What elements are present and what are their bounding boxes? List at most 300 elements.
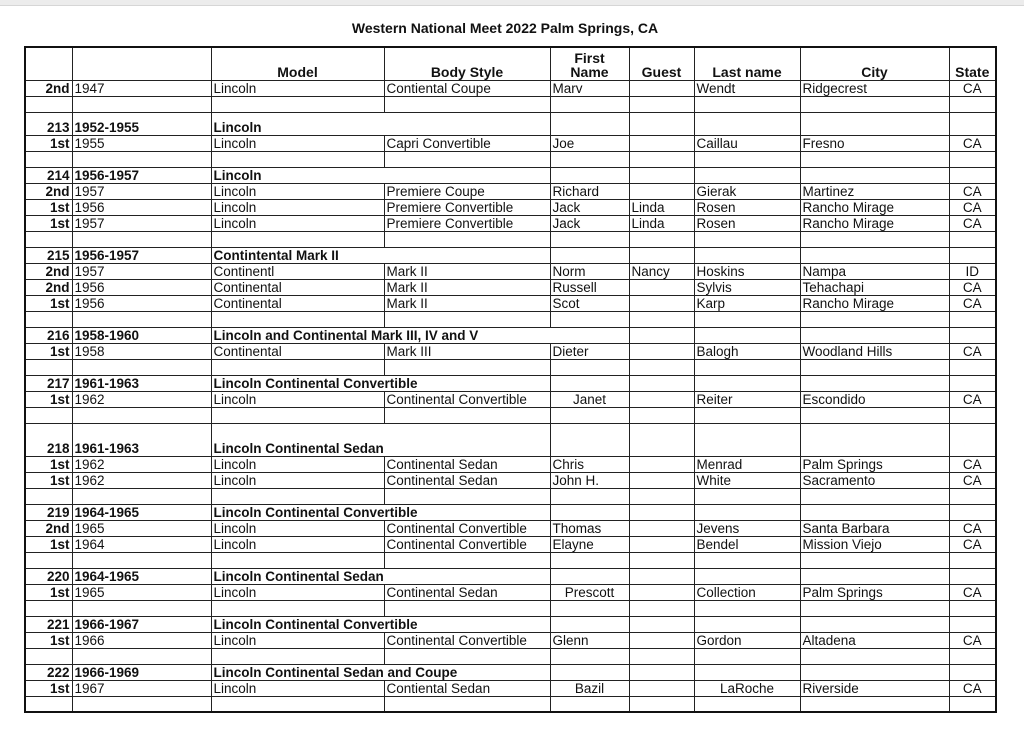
header-row bbox=[25, 47, 996, 80]
entry-row bbox=[25, 279, 996, 295]
header-first-name-line2: Name bbox=[570, 63, 609, 80]
first-name: Norm bbox=[550, 263, 629, 279]
blank-row bbox=[25, 151, 996, 167]
last-name: Gordon bbox=[694, 632, 800, 648]
empty-cell bbox=[550, 311, 629, 327]
state: CA bbox=[949, 343, 996, 359]
body-style: Continental Convertible bbox=[384, 520, 550, 536]
guest-name: Nancy bbox=[629, 263, 694, 279]
state: CA bbox=[949, 215, 996, 231]
entry-row bbox=[25, 295, 996, 311]
blank-row bbox=[25, 552, 996, 568]
empty-cell bbox=[211, 96, 384, 112]
empty-cell bbox=[629, 552, 694, 568]
entry-row bbox=[25, 183, 996, 199]
state: CA bbox=[949, 199, 996, 215]
class-number: 214 bbox=[25, 167, 72, 183]
empty-cell bbox=[694, 311, 800, 327]
blank-row bbox=[25, 96, 996, 112]
empty-cell bbox=[949, 359, 996, 375]
car-model: Lincoln bbox=[211, 391, 384, 407]
empty-cell bbox=[550, 648, 629, 664]
state: CA bbox=[949, 584, 996, 600]
empty-cell bbox=[694, 423, 800, 456]
empty-cell bbox=[384, 407, 550, 423]
award-place: 1st bbox=[25, 199, 72, 215]
car-model: Lincoln bbox=[211, 632, 384, 648]
guest-name bbox=[629, 135, 694, 151]
class-name: Lincoln bbox=[211, 112, 550, 135]
award-place: 1st bbox=[25, 584, 72, 600]
entry-row bbox=[25, 632, 996, 648]
empty-cell bbox=[211, 552, 384, 568]
empty-cell bbox=[800, 151, 949, 167]
class-years: 1964-1965 bbox=[72, 568, 211, 584]
empty-cell bbox=[800, 311, 949, 327]
guest-name bbox=[629, 520, 694, 536]
empty-cell bbox=[550, 231, 629, 247]
empty-cell bbox=[629, 375, 694, 391]
guest-name bbox=[629, 680, 694, 696]
empty-cell bbox=[694, 568, 800, 584]
empty-cell bbox=[550, 504, 629, 520]
class-header-row bbox=[25, 568, 996, 584]
empty-cell bbox=[550, 696, 629, 712]
last-name: Hoskins bbox=[694, 263, 800, 279]
empty-cell bbox=[800, 112, 949, 135]
guest-name bbox=[629, 343, 694, 359]
first-name: Joe bbox=[550, 135, 629, 151]
empty-cell bbox=[25, 552, 72, 568]
empty-cell bbox=[25, 359, 72, 375]
first-name: Elayne bbox=[550, 536, 629, 552]
empty-cell bbox=[384, 552, 550, 568]
empty-cell bbox=[694, 648, 800, 664]
first-name: Russell bbox=[550, 279, 629, 295]
body-style: Continental Convertible bbox=[384, 391, 550, 407]
car-year: 1967 bbox=[72, 680, 211, 696]
empty-cell bbox=[949, 600, 996, 616]
state: CA bbox=[949, 632, 996, 648]
state: CA bbox=[949, 391, 996, 407]
body-style: Continental Sedan bbox=[384, 584, 550, 600]
class-name: Lincoln Continental Convertible bbox=[211, 616, 550, 632]
empty-cell bbox=[949, 167, 996, 183]
empty-cell bbox=[629, 96, 694, 112]
guest-name bbox=[629, 279, 694, 295]
empty-cell bbox=[629, 616, 694, 632]
last-name: Balogh bbox=[694, 343, 800, 359]
guest-name bbox=[629, 584, 694, 600]
blank-row bbox=[25, 359, 996, 375]
award-place: 2nd bbox=[25, 520, 72, 536]
body-style: Mark II bbox=[384, 295, 550, 311]
blank-row bbox=[25, 231, 996, 247]
empty-cell bbox=[25, 600, 72, 616]
empty-cell bbox=[629, 696, 694, 712]
empty-cell bbox=[25, 311, 72, 327]
city: Palm Springs bbox=[800, 456, 949, 472]
award-place: 1st bbox=[25, 456, 72, 472]
empty-cell bbox=[694, 375, 800, 391]
empty-cell bbox=[800, 616, 949, 632]
empty-cell bbox=[550, 407, 629, 423]
class-name: Lincoln Continental Sedan bbox=[211, 423, 550, 456]
award-place: 1st bbox=[25, 343, 72, 359]
empty-cell bbox=[211, 696, 384, 712]
empty-cell bbox=[211, 407, 384, 423]
body-style: Continental Sedan bbox=[384, 472, 550, 488]
empty-cell bbox=[800, 600, 949, 616]
first-name: John H. bbox=[550, 472, 629, 488]
empty-cell bbox=[550, 359, 629, 375]
empty-cell bbox=[72, 231, 211, 247]
empty-cell bbox=[800, 407, 949, 423]
empty-cell bbox=[72, 96, 211, 112]
empty-cell bbox=[550, 552, 629, 568]
guest-name bbox=[629, 472, 694, 488]
last-name: Caillau bbox=[694, 135, 800, 151]
class-name: Lincoln Continental Sedan and Coupe bbox=[211, 664, 550, 680]
empty-cell bbox=[800, 648, 949, 664]
last-name: Sylvis bbox=[694, 279, 800, 295]
city: Fresno bbox=[800, 135, 949, 151]
car-model: Lincoln bbox=[211, 536, 384, 552]
empty-cell bbox=[800, 696, 949, 712]
class-header-row bbox=[25, 664, 996, 680]
empty-cell bbox=[949, 504, 996, 520]
empty-cell bbox=[384, 488, 550, 504]
first-name: Jack bbox=[550, 199, 629, 215]
car-year: 1966 bbox=[72, 632, 211, 648]
empty-cell bbox=[550, 112, 629, 135]
empty-cell bbox=[629, 359, 694, 375]
empty-cell bbox=[550, 488, 629, 504]
blank-row bbox=[25, 648, 996, 664]
first-name: Bazil bbox=[550, 680, 629, 696]
empty-cell bbox=[800, 423, 949, 456]
award-place: 1st bbox=[25, 391, 72, 407]
car-model: Continental bbox=[211, 295, 384, 311]
empty-cell bbox=[694, 167, 800, 183]
empty-cell bbox=[550, 167, 629, 183]
car-model: Lincoln bbox=[211, 80, 384, 96]
empty-cell bbox=[694, 664, 800, 680]
class-name: Contintental Mark II bbox=[211, 247, 550, 263]
city: Altadena bbox=[800, 632, 949, 648]
body-style: Mark II bbox=[384, 263, 550, 279]
class-years: 1964-1965 bbox=[72, 504, 211, 520]
empty-cell bbox=[384, 96, 550, 112]
empty-cell bbox=[72, 488, 211, 504]
state: ID bbox=[949, 263, 996, 279]
car-year: 1956 bbox=[72, 279, 211, 295]
first-name: Glenn bbox=[550, 632, 629, 648]
empty-cell bbox=[949, 231, 996, 247]
entry-row bbox=[25, 472, 996, 488]
class-years: 1956-1957 bbox=[72, 167, 211, 183]
guest-name: Linda bbox=[629, 199, 694, 215]
state: CA bbox=[949, 183, 996, 199]
car-model: Lincoln bbox=[211, 680, 384, 696]
empty-cell bbox=[211, 151, 384, 167]
empty-cell bbox=[694, 407, 800, 423]
empty-cell bbox=[800, 96, 949, 112]
blank-row bbox=[25, 488, 996, 504]
header-year bbox=[72, 47, 211, 80]
header-first-name-line1: First bbox=[574, 49, 605, 66]
empty-cell bbox=[211, 311, 384, 327]
empty-cell bbox=[949, 696, 996, 712]
empty-cell bbox=[629, 664, 694, 680]
empty-cell bbox=[72, 648, 211, 664]
last-name: Bendel bbox=[694, 536, 800, 552]
empty-cell bbox=[800, 375, 949, 391]
empty-cell bbox=[629, 568, 694, 584]
car-year: 1965 bbox=[72, 520, 211, 536]
guest-name bbox=[629, 456, 694, 472]
empty-cell bbox=[211, 359, 384, 375]
car-year: 1962 bbox=[72, 391, 211, 407]
award-place: 2nd bbox=[25, 263, 72, 279]
city: Sacramento bbox=[800, 472, 949, 488]
entry-row bbox=[25, 520, 996, 536]
state: CA bbox=[949, 536, 996, 552]
class-name: Lincoln Continental Sedan bbox=[211, 568, 550, 584]
body-style: Premiere Convertible bbox=[384, 199, 550, 215]
last-name: Rosen bbox=[694, 215, 800, 231]
last-name: Menrad bbox=[694, 456, 800, 472]
entry-row bbox=[25, 199, 996, 215]
first-name: Scot bbox=[550, 295, 629, 311]
header-first-name bbox=[550, 47, 629, 80]
car-model: Lincoln bbox=[211, 472, 384, 488]
city: Tehachapi bbox=[800, 279, 949, 295]
car-model: Lincoln bbox=[211, 183, 384, 199]
last-name: White bbox=[694, 472, 800, 488]
empty-cell bbox=[72, 600, 211, 616]
car-year: 1962 bbox=[72, 456, 211, 472]
empty-cell bbox=[949, 247, 996, 263]
viewer-top-bar bbox=[0, 0, 1024, 6]
car-year: 1957 bbox=[72, 263, 211, 279]
empty-cell bbox=[72, 696, 211, 712]
empty-cell bbox=[25, 407, 72, 423]
empty-cell bbox=[629, 231, 694, 247]
empty-cell bbox=[384, 231, 550, 247]
guest-name bbox=[629, 632, 694, 648]
city: Escondido bbox=[800, 391, 949, 407]
empty-cell bbox=[949, 407, 996, 423]
guest-name bbox=[629, 183, 694, 199]
blank-row bbox=[25, 311, 996, 327]
empty-cell bbox=[211, 488, 384, 504]
empty-cell bbox=[384, 696, 550, 712]
empty-cell bbox=[694, 696, 800, 712]
empty-cell bbox=[629, 112, 694, 135]
empty-cell bbox=[629, 327, 694, 343]
class-number: 216 bbox=[25, 327, 72, 343]
city: Santa Barbara bbox=[800, 520, 949, 536]
empty-cell bbox=[949, 488, 996, 504]
car-model: Continentl bbox=[211, 263, 384, 279]
blank-row bbox=[25, 407, 996, 423]
entry-row bbox=[25, 536, 996, 552]
state: CA bbox=[949, 80, 996, 96]
entry-row bbox=[25, 215, 996, 231]
class-header-row bbox=[25, 375, 996, 391]
body-style: Premiere Coupe bbox=[384, 183, 550, 199]
empty-cell bbox=[25, 96, 72, 112]
entry-row bbox=[25, 456, 996, 472]
empty-cell bbox=[629, 488, 694, 504]
empty-cell bbox=[25, 231, 72, 247]
last-name: Reiter bbox=[694, 391, 800, 407]
first-name: Chris bbox=[550, 456, 629, 472]
state: CA bbox=[949, 279, 996, 295]
guest-name bbox=[629, 536, 694, 552]
empty-cell bbox=[629, 600, 694, 616]
class-years: 1952-1955 bbox=[72, 112, 211, 135]
empty-cell bbox=[629, 151, 694, 167]
empty-cell bbox=[949, 423, 996, 456]
empty-cell bbox=[694, 552, 800, 568]
last-name: Jevens bbox=[694, 520, 800, 536]
car-year: 1956 bbox=[72, 295, 211, 311]
empty-cell bbox=[694, 327, 800, 343]
class-header-row bbox=[25, 327, 996, 343]
class-header-row bbox=[25, 423, 996, 456]
empty-cell bbox=[800, 247, 949, 263]
empty-cell bbox=[800, 552, 949, 568]
empty-cell bbox=[800, 568, 949, 584]
entry-row bbox=[25, 584, 996, 600]
empty-cell bbox=[694, 112, 800, 135]
state: CA bbox=[949, 680, 996, 696]
empty-cell bbox=[629, 311, 694, 327]
empty-cell bbox=[211, 648, 384, 664]
empty-cell bbox=[72, 311, 211, 327]
award-place: 1st bbox=[25, 472, 72, 488]
empty-cell bbox=[800, 504, 949, 520]
empty-cell bbox=[550, 151, 629, 167]
empty-cell bbox=[949, 151, 996, 167]
body-style: Mark II bbox=[384, 279, 550, 295]
city: Rancho Mirage bbox=[800, 199, 949, 215]
empty-cell bbox=[694, 488, 800, 504]
first-name: Thomas bbox=[550, 520, 629, 536]
award-place: 1st bbox=[25, 632, 72, 648]
body-style: Continental Convertible bbox=[384, 536, 550, 552]
class-header-row bbox=[25, 504, 996, 520]
city: Ridgecrest bbox=[800, 80, 949, 96]
car-model: Lincoln bbox=[211, 215, 384, 231]
header-state: State bbox=[949, 47, 996, 80]
empty-cell bbox=[800, 167, 949, 183]
empty-cell bbox=[629, 167, 694, 183]
entry-row bbox=[25, 680, 996, 696]
first-name: Marv bbox=[550, 80, 629, 96]
empty-cell bbox=[550, 247, 629, 263]
empty-cell bbox=[384, 311, 550, 327]
city: Palm Springs bbox=[800, 584, 949, 600]
class-years: 1961-1963 bbox=[72, 375, 211, 391]
empty-cell bbox=[694, 359, 800, 375]
empty-cell bbox=[949, 96, 996, 112]
empty-cell bbox=[694, 504, 800, 520]
body-style: Continental Sedan bbox=[384, 456, 550, 472]
car-model: Lincoln bbox=[211, 199, 384, 215]
car-model: Lincoln bbox=[211, 584, 384, 600]
car-year: 1962 bbox=[72, 472, 211, 488]
entry-row bbox=[25, 391, 996, 407]
car-model: Lincoln bbox=[211, 520, 384, 536]
empty-cell bbox=[629, 407, 694, 423]
first-name: Richard bbox=[550, 183, 629, 199]
empty-cell bbox=[694, 600, 800, 616]
car-year: 1947 bbox=[72, 80, 211, 96]
empty-cell bbox=[949, 648, 996, 664]
class-years: 1956-1957 bbox=[72, 247, 211, 263]
class-years: 1958-1960 bbox=[72, 327, 211, 343]
car-model: Lincoln bbox=[211, 456, 384, 472]
empty-cell bbox=[72, 552, 211, 568]
car-year: 1964 bbox=[72, 536, 211, 552]
empty-cell bbox=[629, 247, 694, 263]
class-header-row bbox=[25, 616, 996, 632]
header-model: Model bbox=[211, 47, 384, 80]
city: Rancho Mirage bbox=[800, 215, 949, 231]
class-name: Lincoln bbox=[211, 167, 550, 183]
table-body bbox=[25, 80, 996, 712]
award-place: 2nd bbox=[25, 279, 72, 295]
empty-cell bbox=[550, 600, 629, 616]
class-number: 218 bbox=[25, 423, 72, 456]
empty-cell bbox=[800, 327, 949, 343]
award-place: 1st bbox=[25, 536, 72, 552]
empty-cell bbox=[694, 96, 800, 112]
empty-cell bbox=[25, 151, 72, 167]
state: CA bbox=[949, 456, 996, 472]
empty-cell bbox=[629, 423, 694, 456]
award-place: 2nd bbox=[25, 80, 72, 96]
award-place: 1st bbox=[25, 135, 72, 151]
class-name: Lincoln Continental Convertible bbox=[211, 375, 550, 391]
class-name: Lincoln Continental Convertible bbox=[211, 504, 550, 520]
class-years: 1966-1969 bbox=[72, 664, 211, 680]
car-model: Lincoln bbox=[211, 135, 384, 151]
empty-cell bbox=[550, 568, 629, 584]
empty-cell bbox=[800, 488, 949, 504]
empty-cell bbox=[949, 664, 996, 680]
last-name: Karp bbox=[694, 295, 800, 311]
empty-cell bbox=[550, 664, 629, 680]
empty-cell bbox=[384, 600, 550, 616]
results-table bbox=[24, 46, 997, 713]
empty-cell bbox=[949, 112, 996, 135]
empty-cell bbox=[694, 616, 800, 632]
car-year: 1958 bbox=[72, 343, 211, 359]
first-name: Dieter bbox=[550, 343, 629, 359]
header-guest: Guest bbox=[629, 47, 694, 80]
empty-cell bbox=[550, 375, 629, 391]
guest-name: Linda bbox=[629, 215, 694, 231]
city: Mission Viejo bbox=[800, 536, 949, 552]
class-number: 219 bbox=[25, 504, 72, 520]
last-name: Wendt bbox=[694, 80, 800, 96]
city: Nampa bbox=[800, 263, 949, 279]
first-name: Janet bbox=[550, 391, 629, 407]
